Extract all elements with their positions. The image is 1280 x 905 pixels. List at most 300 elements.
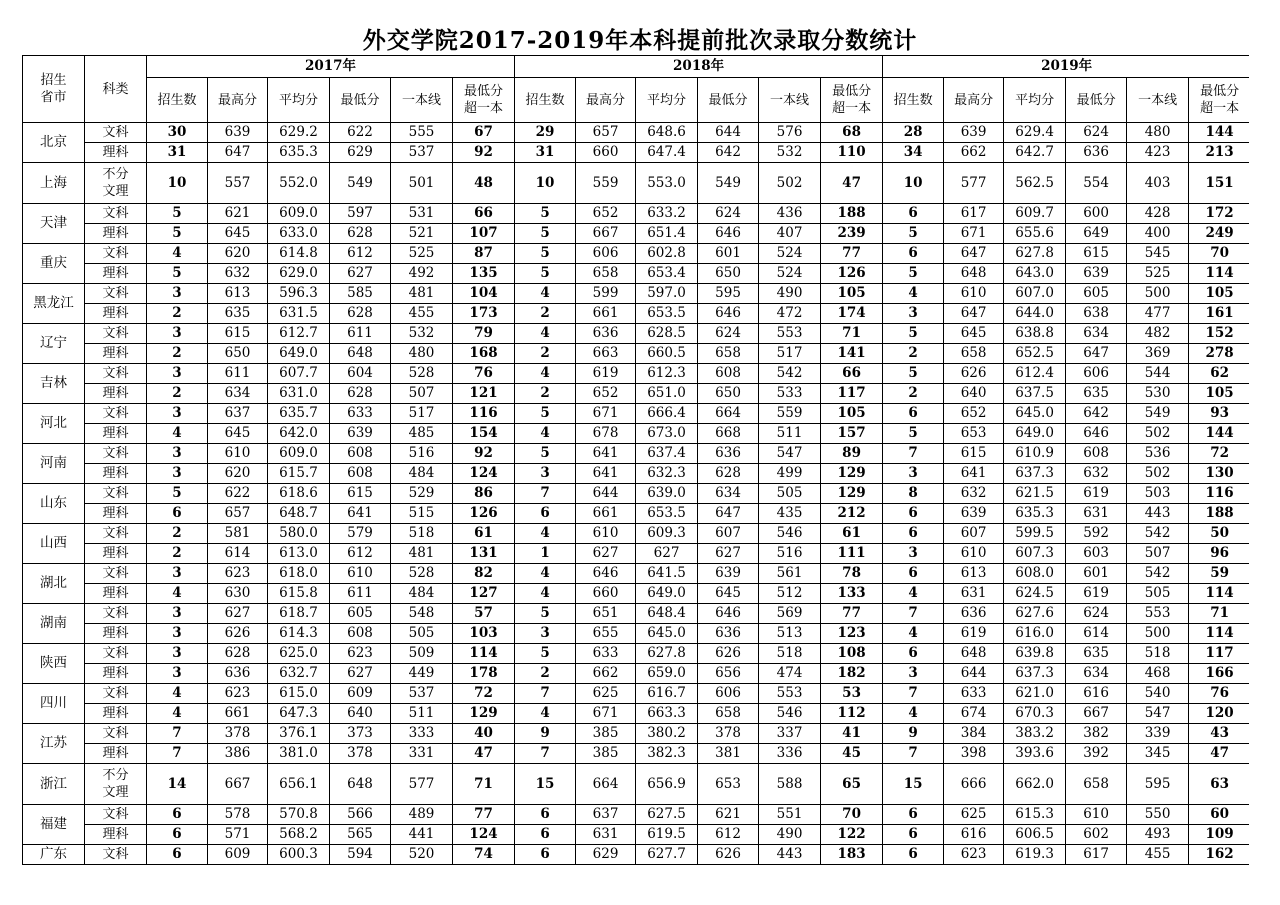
- value-cell-line: 542: [1127, 564, 1189, 584]
- value-cell-diff: 71: [821, 324, 883, 344]
- value-cell-min: 627: [330, 664, 391, 684]
- value-cell-max: 660: [576, 584, 636, 604]
- value-cell-diff: 57: [453, 604, 515, 624]
- value-cell-line: 513: [759, 624, 821, 644]
- value-cell-enroll: 3: [147, 364, 208, 384]
- value-cell-avg: 609.3: [636, 524, 698, 544]
- value-cell-diff: 117: [821, 384, 883, 404]
- value-cell-max: 607: [944, 524, 1004, 544]
- value-cell-diff: 173: [453, 304, 515, 324]
- value-cell-avg: 662.0: [1004, 764, 1066, 805]
- value-cell-line: 449: [391, 664, 453, 684]
- header-col-min: 最低分: [698, 78, 759, 123]
- value-cell-enroll: 30: [147, 123, 208, 143]
- value-cell-avg: 625.0: [268, 644, 330, 664]
- value-cell-avg: 649.0: [268, 344, 330, 364]
- subject-type-cell: 理科: [85, 664, 147, 684]
- value-cell-avg: 629.2: [268, 123, 330, 143]
- value-cell-diff: 144: [1189, 424, 1249, 444]
- value-cell-max: 647: [944, 244, 1004, 264]
- value-cell-enroll: 7: [883, 684, 944, 704]
- table-row: [23, 644, 1250, 664]
- subject-type-cell: 理科: [85, 624, 147, 644]
- value-cell-line: 537: [391, 684, 453, 704]
- value-cell-max: 671: [576, 404, 636, 424]
- value-cell-enroll: 31: [147, 143, 208, 163]
- header-col-enroll: 招生数: [883, 78, 944, 123]
- value-cell-max: 616: [944, 825, 1004, 845]
- value-cell-line: 553: [759, 324, 821, 344]
- subject-type-cell: 不分 文理: [85, 764, 147, 805]
- value-cell-max: 378: [208, 724, 268, 744]
- value-cell-avg: 552.0: [268, 163, 330, 204]
- value-cell-diff: 60: [1189, 805, 1249, 825]
- value-cell-min: 592: [1066, 524, 1127, 544]
- value-cell-diff: 126: [821, 264, 883, 284]
- value-cell-enroll: 5: [883, 224, 944, 244]
- subject-type-cell: 理科: [85, 544, 147, 564]
- value-cell-enroll: 6: [515, 845, 576, 865]
- value-cell-max: 637: [208, 404, 268, 424]
- value-cell-line: 428: [1127, 204, 1189, 224]
- value-cell-avg: 602.8: [636, 244, 698, 264]
- value-cell-avg: 612.7: [268, 324, 330, 344]
- value-cell-avg: 562.5: [1004, 163, 1066, 204]
- value-cell-min: 595: [698, 284, 759, 304]
- value-cell-line: 516: [391, 444, 453, 464]
- value-cell-min: 650: [698, 264, 759, 284]
- value-cell-max: 667: [576, 224, 636, 244]
- subject-type-cell: 文科: [85, 244, 147, 264]
- value-cell-line: 474: [759, 664, 821, 684]
- value-cell-min: 615: [1066, 244, 1127, 264]
- value-cell-avg: 647.4: [636, 143, 698, 163]
- value-cell-line: 499: [759, 464, 821, 484]
- value-cell-enroll: 1: [515, 544, 576, 564]
- value-cell-enroll: 5: [147, 204, 208, 224]
- value-cell-enroll: 3: [883, 544, 944, 564]
- header-col-max: 最高分: [944, 78, 1004, 123]
- value-cell-min: 653: [698, 764, 759, 805]
- value-cell-max: 671: [944, 224, 1004, 244]
- value-cell-min: 636: [1066, 143, 1127, 163]
- value-cell-line: 455: [1127, 845, 1189, 865]
- value-cell-diff: 71: [453, 764, 515, 805]
- value-cell-diff: 121: [453, 384, 515, 404]
- value-cell-enroll: 2: [147, 304, 208, 324]
- value-cell-line: 545: [1127, 244, 1189, 264]
- value-cell-max: 615: [208, 324, 268, 344]
- value-cell-max: 666: [944, 764, 1004, 805]
- value-cell-line: 505: [1127, 584, 1189, 604]
- value-cell-diff: 188: [821, 204, 883, 224]
- value-cell-enroll: 2: [147, 544, 208, 564]
- value-cell-min: 565: [330, 825, 391, 845]
- value-cell-min: 646: [698, 224, 759, 244]
- table-row: [23, 764, 1250, 805]
- subject-type-cell: 文科: [85, 524, 147, 544]
- value-cell-max: 628: [208, 644, 268, 664]
- value-cell-line: 443: [759, 845, 821, 865]
- value-cell-avg: 639.0: [636, 484, 698, 504]
- value-cell-max: 647: [208, 143, 268, 163]
- value-cell-min: 608: [1066, 444, 1127, 464]
- value-cell-max: 610: [944, 544, 1004, 564]
- value-cell-max: 653: [944, 424, 1004, 444]
- value-cell-max: 385: [576, 744, 636, 764]
- value-cell-avg: 614.3: [268, 624, 330, 644]
- score-table: [22, 55, 1249, 865]
- value-cell-line: 542: [759, 364, 821, 384]
- value-cell-avg: 553.0: [636, 163, 698, 204]
- value-cell-min: 579: [330, 524, 391, 544]
- value-cell-line: 517: [391, 404, 453, 424]
- value-cell-avg: 570.8: [268, 805, 330, 825]
- value-cell-line: 547: [1127, 704, 1189, 724]
- value-cell-max: 620: [208, 244, 268, 264]
- value-cell-avg: 639.8: [1004, 644, 1066, 664]
- value-cell-diff: 129: [453, 704, 515, 724]
- value-cell-diff: 116: [453, 404, 515, 424]
- value-cell-line: 529: [391, 484, 453, 504]
- value-cell-line: 507: [391, 384, 453, 404]
- value-cell-min: 621: [698, 805, 759, 825]
- table-row: [23, 724, 1250, 744]
- subject-type-cell: 文科: [85, 204, 147, 224]
- province-cell: 山东: [23, 484, 85, 524]
- value-cell-avg: 653.5: [636, 304, 698, 324]
- value-cell-max: 398: [944, 744, 1004, 764]
- value-cell-min: 600: [1066, 204, 1127, 224]
- value-cell-min: 378: [330, 744, 391, 764]
- value-cell-min: 626: [698, 845, 759, 865]
- value-cell-min: 378: [698, 724, 759, 744]
- value-cell-line: 544: [1127, 364, 1189, 384]
- value-cell-avg: 607.3: [1004, 544, 1066, 564]
- value-cell-enroll: 29: [515, 123, 576, 143]
- value-cell-line: 577: [391, 764, 453, 805]
- value-cell-enroll: 5: [515, 224, 576, 244]
- value-cell-avg: 612.4: [1004, 364, 1066, 384]
- value-cell-avg: 615.0: [268, 684, 330, 704]
- value-cell-min: 628: [330, 304, 391, 324]
- value-cell-avg: 628.5: [636, 324, 698, 344]
- value-cell-line: 505: [759, 484, 821, 504]
- value-cell-line: 482: [1127, 324, 1189, 344]
- value-cell-diff: 104: [453, 284, 515, 304]
- value-cell-max: 629: [576, 845, 636, 865]
- value-cell-line: 540: [1127, 684, 1189, 704]
- value-cell-avg: 635.7: [268, 404, 330, 424]
- value-cell-avg: 609.0: [268, 204, 330, 224]
- value-cell-min: 626: [698, 644, 759, 664]
- value-cell-min: 605: [1066, 284, 1127, 304]
- value-cell-diff: 76: [453, 364, 515, 384]
- subject-type-cell: 文科: [85, 604, 147, 624]
- value-cell-enroll: 6: [883, 845, 944, 865]
- value-cell-enroll: 6: [883, 805, 944, 825]
- value-cell-line: 484: [391, 464, 453, 484]
- value-cell-diff: 89: [821, 444, 883, 464]
- value-cell-line: 536: [1127, 444, 1189, 464]
- value-cell-max: 617: [944, 204, 1004, 224]
- value-cell-avg: 648.7: [268, 504, 330, 524]
- value-cell-diff: 141: [821, 344, 883, 364]
- value-cell-avg: 629.4: [1004, 123, 1066, 143]
- value-cell-diff: 96: [1189, 544, 1249, 564]
- table-row: [23, 324, 1250, 344]
- value-cell-avg: 627: [636, 544, 698, 564]
- value-cell-max: 671: [576, 704, 636, 724]
- value-cell-max: 606: [576, 244, 636, 264]
- value-cell-diff: 68: [821, 123, 883, 143]
- value-cell-diff: 123: [821, 624, 883, 644]
- value-cell-line: 500: [1127, 624, 1189, 644]
- table-row: [23, 404, 1250, 424]
- value-cell-line: 468: [1127, 664, 1189, 684]
- value-cell-avg: 618.0: [268, 564, 330, 584]
- table-row: [23, 163, 1250, 204]
- value-cell-diff: 278: [1189, 344, 1249, 364]
- value-cell-diff: 76: [1189, 684, 1249, 704]
- value-cell-min: 624: [1066, 123, 1127, 143]
- value-cell-avg: 608.0: [1004, 564, 1066, 584]
- value-cell-diff: 77: [453, 805, 515, 825]
- value-cell-min: 610: [1066, 805, 1127, 825]
- value-cell-line: 400: [1127, 224, 1189, 244]
- value-cell-diff: 40: [453, 724, 515, 744]
- value-cell-max: 646: [576, 564, 636, 584]
- value-cell-line: 512: [759, 584, 821, 604]
- value-cell-line: 502: [1127, 464, 1189, 484]
- value-cell-line: 531: [391, 204, 453, 224]
- value-cell-enroll: 14: [147, 764, 208, 805]
- value-cell-line: 511: [391, 704, 453, 724]
- value-cell-diff: 77: [821, 244, 883, 264]
- value-cell-avg: 670.3: [1004, 704, 1066, 724]
- value-cell-min: 628: [330, 224, 391, 244]
- value-cell-diff: 103: [453, 624, 515, 644]
- value-cell-avg: 644.0: [1004, 304, 1066, 324]
- value-cell-enroll: 5: [147, 264, 208, 284]
- subject-type-cell: 文科: [85, 444, 147, 464]
- value-cell-diff: 59: [1189, 564, 1249, 584]
- value-cell-min: 607: [698, 524, 759, 544]
- value-cell-avg: 637.4: [636, 444, 698, 464]
- value-cell-min: 641: [330, 504, 391, 524]
- value-cell-diff: 74: [453, 845, 515, 865]
- value-cell-diff: 114: [453, 644, 515, 664]
- value-cell-min: 615: [330, 484, 391, 504]
- value-cell-max: 652: [576, 384, 636, 404]
- value-cell-min: 382: [1066, 724, 1127, 744]
- subject-type-cell: 理科: [85, 264, 147, 284]
- table-row: [23, 444, 1250, 464]
- value-cell-max: 557: [208, 163, 268, 204]
- value-cell-max: 623: [944, 845, 1004, 865]
- value-cell-max: 648: [944, 264, 1004, 284]
- header-col-diff: 最低分 超一本: [821, 78, 883, 123]
- value-cell-enroll: 4: [515, 284, 576, 304]
- value-cell-avg: 653.5: [636, 504, 698, 524]
- value-cell-min: 610: [330, 564, 391, 584]
- value-cell-diff: 129: [821, 464, 883, 484]
- value-cell-max: 620: [208, 464, 268, 484]
- value-cell-max: 632: [944, 484, 1004, 504]
- value-cell-line: 588: [759, 764, 821, 805]
- value-cell-max: 609: [208, 845, 268, 865]
- value-cell-max: 645: [944, 324, 1004, 344]
- value-cell-line: 553: [759, 684, 821, 704]
- value-cell-enroll: 2: [883, 344, 944, 364]
- subject-type-cell: 理科: [85, 304, 147, 324]
- value-cell-min: 619: [1066, 584, 1127, 604]
- value-cell-line: 537: [391, 143, 453, 163]
- value-cell-avg: 653.4: [636, 264, 698, 284]
- value-cell-line: 517: [759, 344, 821, 364]
- header-col-line: 一本线: [1127, 78, 1189, 123]
- value-cell-avg: 632.7: [268, 664, 330, 684]
- value-cell-min: 667: [1066, 704, 1127, 724]
- subject-type-cell: 文科: [85, 564, 147, 584]
- value-cell-line: 472: [759, 304, 821, 324]
- value-cell-max: 599: [576, 284, 636, 304]
- province-cell: 四川: [23, 684, 85, 724]
- value-cell-diff: 212: [821, 504, 883, 524]
- value-cell-max: 610: [944, 284, 1004, 304]
- value-cell-avg: 614.8: [268, 244, 330, 264]
- value-cell-avg: 631.5: [268, 304, 330, 324]
- value-cell-enroll: 2: [515, 344, 576, 364]
- table-row: [23, 364, 1250, 384]
- value-cell-diff: 122: [821, 825, 883, 845]
- value-cell-min: 639: [1066, 264, 1127, 284]
- value-cell-max: 613: [944, 564, 1004, 584]
- province-cell: 上海: [23, 163, 85, 204]
- value-cell-avg: 600.3: [268, 845, 330, 865]
- value-cell-min: 638: [1066, 304, 1127, 324]
- value-cell-diff: 133: [821, 584, 883, 604]
- province-cell: 吉林: [23, 364, 85, 404]
- subject-type-cell: 理科: [85, 504, 147, 524]
- value-cell-avg: 599.5: [1004, 524, 1066, 544]
- value-cell-line: 509: [391, 644, 453, 664]
- header-year-2017: 2017年: [147, 56, 515, 78]
- value-cell-diff: 114: [1189, 264, 1249, 284]
- value-cell-avg: 649.0: [1004, 424, 1066, 444]
- value-cell-diff: 87: [453, 244, 515, 264]
- value-cell-max: 578: [208, 805, 268, 825]
- value-cell-line: 443: [1127, 504, 1189, 524]
- table-body: [23, 123, 1250, 865]
- value-cell-diff: 131: [453, 544, 515, 564]
- subject-type-cell: 文科: [85, 644, 147, 664]
- value-cell-line: 547: [759, 444, 821, 464]
- value-cell-max: 634: [208, 384, 268, 404]
- value-cell-line: 520: [391, 845, 453, 865]
- value-cell-enroll: 7: [515, 684, 576, 704]
- table-row: [23, 284, 1250, 304]
- score-table-container: [22, 55, 1249, 886]
- value-cell-max: 619: [576, 364, 636, 384]
- value-cell-diff: 111: [821, 544, 883, 564]
- value-cell-enroll: 6: [883, 564, 944, 584]
- value-cell-enroll: 5: [515, 404, 576, 424]
- value-cell-avg: 629.0: [268, 264, 330, 284]
- value-cell-line: 369: [1127, 344, 1189, 364]
- value-cell-enroll: 2: [147, 524, 208, 544]
- value-cell-line: 507: [1127, 544, 1189, 564]
- table-row: [23, 504, 1250, 524]
- value-cell-max: 611: [208, 364, 268, 384]
- value-cell-avg: 651.0: [636, 384, 698, 404]
- value-cell-diff: 161: [1189, 304, 1249, 324]
- value-cell-enroll: 3: [147, 444, 208, 464]
- table-row: [23, 584, 1250, 604]
- value-cell-avg: 618.6: [268, 484, 330, 504]
- value-cell-min: 602: [1066, 825, 1127, 845]
- value-cell-enroll: 28: [883, 123, 944, 143]
- value-cell-diff: 61: [821, 524, 883, 544]
- value-cell-line: 436: [759, 204, 821, 224]
- value-cell-enroll: 5: [147, 484, 208, 504]
- table-row: [23, 604, 1250, 624]
- value-cell-max: 621: [208, 204, 268, 224]
- header-col-enroll: 招生数: [147, 78, 208, 123]
- value-cell-max: 581: [208, 524, 268, 544]
- value-cell-diff: 130: [1189, 464, 1249, 484]
- header-col-min: 最低分: [330, 78, 391, 123]
- value-cell-max: 655: [576, 624, 636, 644]
- value-cell-min: 648: [330, 764, 391, 805]
- value-cell-avg: 627.6: [1004, 604, 1066, 624]
- value-cell-max: 613: [208, 284, 268, 304]
- value-cell-line: 485: [391, 424, 453, 444]
- value-cell-enroll: 5: [883, 324, 944, 344]
- province-cell: 山西: [23, 524, 85, 564]
- value-cell-diff: 144: [1189, 123, 1249, 143]
- value-cell-enroll: 5: [883, 424, 944, 444]
- value-cell-diff: 67: [453, 123, 515, 143]
- value-cell-line: 489: [391, 805, 453, 825]
- value-cell-avg: 380.2: [636, 724, 698, 744]
- value-cell-max: 651: [576, 604, 636, 624]
- value-cell-diff: 62: [1189, 364, 1249, 384]
- value-cell-min: 631: [1066, 504, 1127, 524]
- value-cell-line: 550: [1127, 805, 1189, 825]
- subject-type-cell: 文科: [85, 404, 147, 424]
- value-cell-min: 645: [698, 584, 759, 604]
- province-cell: 天津: [23, 204, 85, 244]
- value-cell-line: 518: [391, 524, 453, 544]
- table-row: [23, 544, 1250, 564]
- value-cell-avg: 621.0: [1004, 684, 1066, 704]
- table-row: [23, 484, 1250, 504]
- value-cell-diff: 61: [453, 524, 515, 544]
- header-province: 招生 省市: [23, 56, 85, 123]
- value-cell-diff: 213: [1189, 143, 1249, 163]
- value-cell-max: 637: [576, 805, 636, 825]
- value-cell-min: 594: [330, 845, 391, 865]
- value-cell-diff: 66: [821, 364, 883, 384]
- value-cell-enroll: 4: [147, 244, 208, 264]
- value-cell-enroll: 5: [147, 224, 208, 244]
- value-cell-enroll: 5: [515, 204, 576, 224]
- subject-type-cell: 文科: [85, 324, 147, 344]
- value-cell-max: 650: [208, 344, 268, 364]
- value-cell-min: 549: [698, 163, 759, 204]
- value-cell-min: 566: [330, 805, 391, 825]
